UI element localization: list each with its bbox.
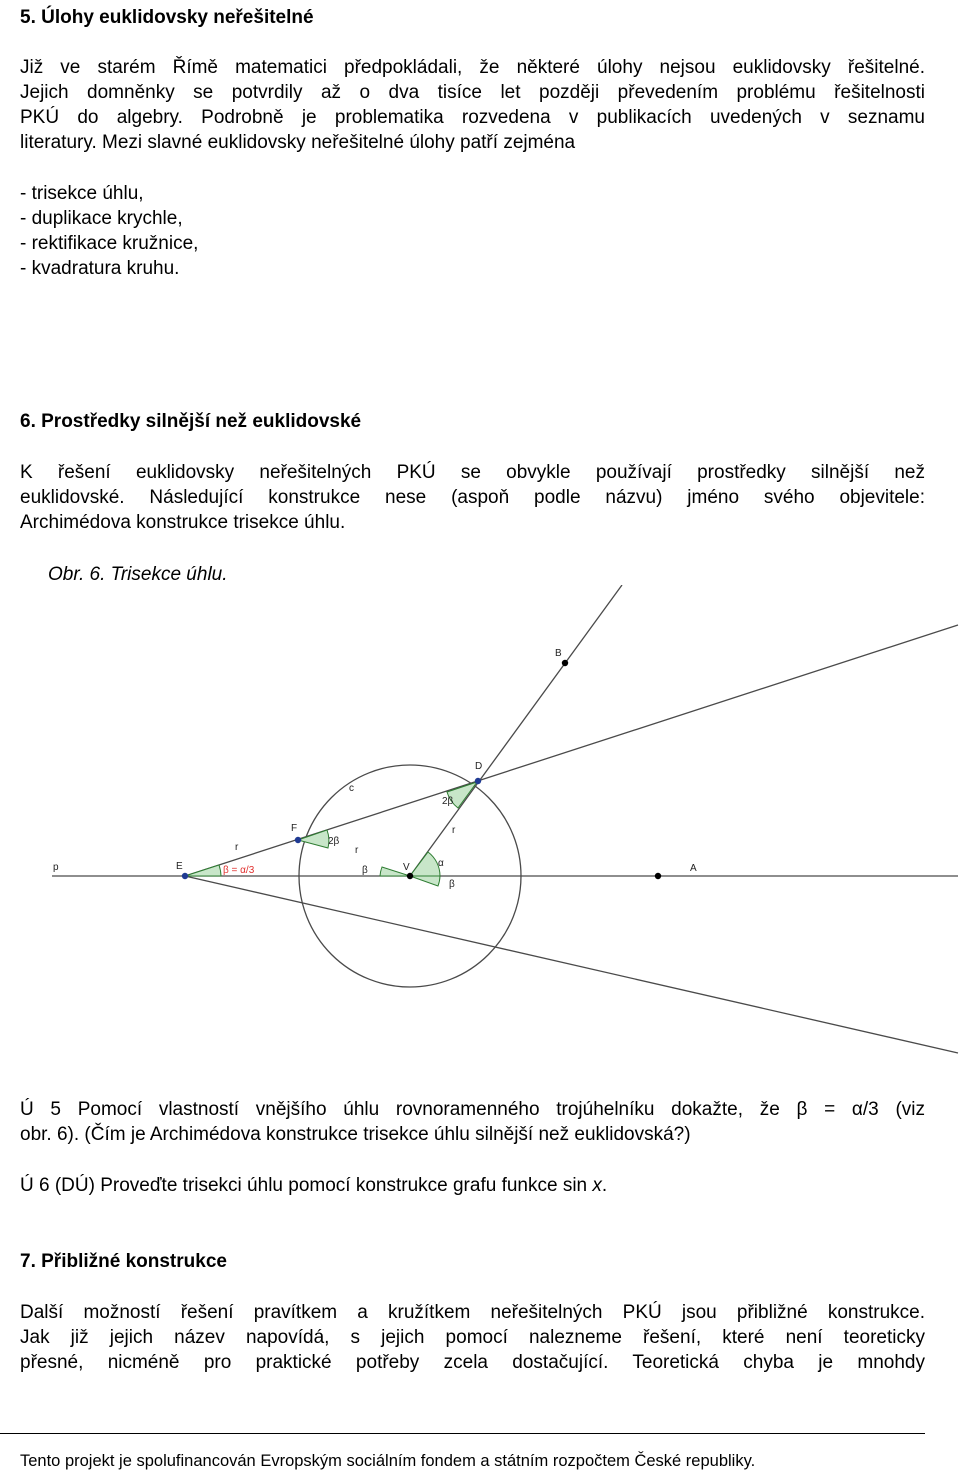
list-item-quadrature: - kvadratura kruhu. [20,258,180,279]
figure-caption: Obr. 6. Trisekce úhlu. [48,564,228,585]
arc-beta-v2 [410,876,440,886]
section-6-line-3: Archimédova konstrukce trisekce úhlu. [20,512,346,533]
label-r-dv: r [452,825,456,836]
label-a: A [690,863,697,874]
label-beta-equals: β = α/3 [223,865,255,876]
exercise-5-line-2: obr. 6). (Čím je Archimédova konstrukce trisekce úhlu silnější než euklidovská?) [20,1124,691,1145]
label-b: B [555,648,562,659]
label-f: F [291,823,298,834]
footer-divider [0,1433,925,1434]
label-beta-a: β [449,879,455,890]
point-a [655,873,661,879]
label-2beta-d: 2β [442,796,454,807]
exercise-6-end: . [601,1175,608,1196]
section-5-heading: 5. Úlohy euklidovsky neřešitelné [20,7,314,28]
label-d: D [475,761,483,772]
line-e-lower [185,876,958,1053]
section-5-line-3: PKÚ do algebry. Podrobně je problematika rozvedena v publikacích uvedených v seznamu [20,107,925,128]
section-5-line-2: Jejich domněnky se potvrdily až o dva tisíce let později převedením problému řešitelnosti [20,82,925,103]
label-v: V [403,862,410,873]
exercise-5-line-1: Ú 5 Pomocí vlastností vnějšího úhlu rovnoramenného trojúhelníku dokažte, že β = α/3 (viz [20,1099,925,1120]
trisection-figure [0,585,960,1065]
section-6-line-2: euklidovské. Následující konstrukce nese (aspoň podle názvu) jméno svého objevitele: [20,487,925,508]
label-2beta-f: 2β [328,836,340,847]
label-p: p [53,862,59,873]
arc-2beta-f [298,830,329,848]
point-d [475,778,481,784]
footer-text: Tento projekt je spolufinancován Evropským sociálním fondem a státním rozpočtem České republiky. [20,1452,756,1470]
arc-alpha-v [410,852,440,876]
section-7-line-1: Další možností řešení pravítkem a kružítkem neřešitelných PKÚ jsou přibližné konstrukce. [20,1302,925,1323]
point-e [182,873,188,879]
point-b [562,660,568,666]
section-6-heading: 6. Prostředky silnější než euklidovské [20,411,362,432]
label-r-ef: r [235,842,239,853]
label-alpha: α [438,858,444,869]
exercise-6 [20,1173,925,1198]
exercise-6-text: Ú 6 (DÚ) Proveďte trisekci úhlu pomocí konstrukce grafu funkce sin [20,1175,588,1196]
line-e-upper [185,625,958,876]
label-beta-v: β [362,865,368,876]
section-5-line-1: Již ve starém Římě matematici předpokládali, že některé úlohy nejsou euklidovsky řešitelné. [20,57,925,78]
list-item-rectification: - rektifikace kružnice, [20,233,199,254]
arc-beta-e [185,865,221,876]
list-item-trisection: - trisekce úhlu, [20,183,144,204]
line-vb [410,585,622,876]
label-r-fv: r [355,845,359,856]
point-f [295,837,301,843]
section-7-line-2: Jak již jejich název napovídá, s jejich pomocí nalezneme řešení, které není teoreticky [20,1327,925,1348]
label-c: c [349,783,354,794]
list-item-duplication: - duplikace krychle, [20,208,183,229]
section-6-line-1: K řešení euklidovsky neřešitelných PKÚ se obvykle používají prostředky silnější než [20,462,925,483]
section-7-heading: 7. Přibližné konstrukce [20,1251,227,1272]
exercise-6-variable: x [592,1175,602,1196]
label-e: E [176,861,183,872]
section-7-line-3: přesné, nicméně pro praktické potřeby zcela dostačující. Teoretická chyba je mnohdy [20,1352,925,1373]
section-5-line-4: literatury. Mezi slavné euklidovsky neřešitelné úlohy patří zejména [20,132,576,153]
point-v [407,873,413,879]
